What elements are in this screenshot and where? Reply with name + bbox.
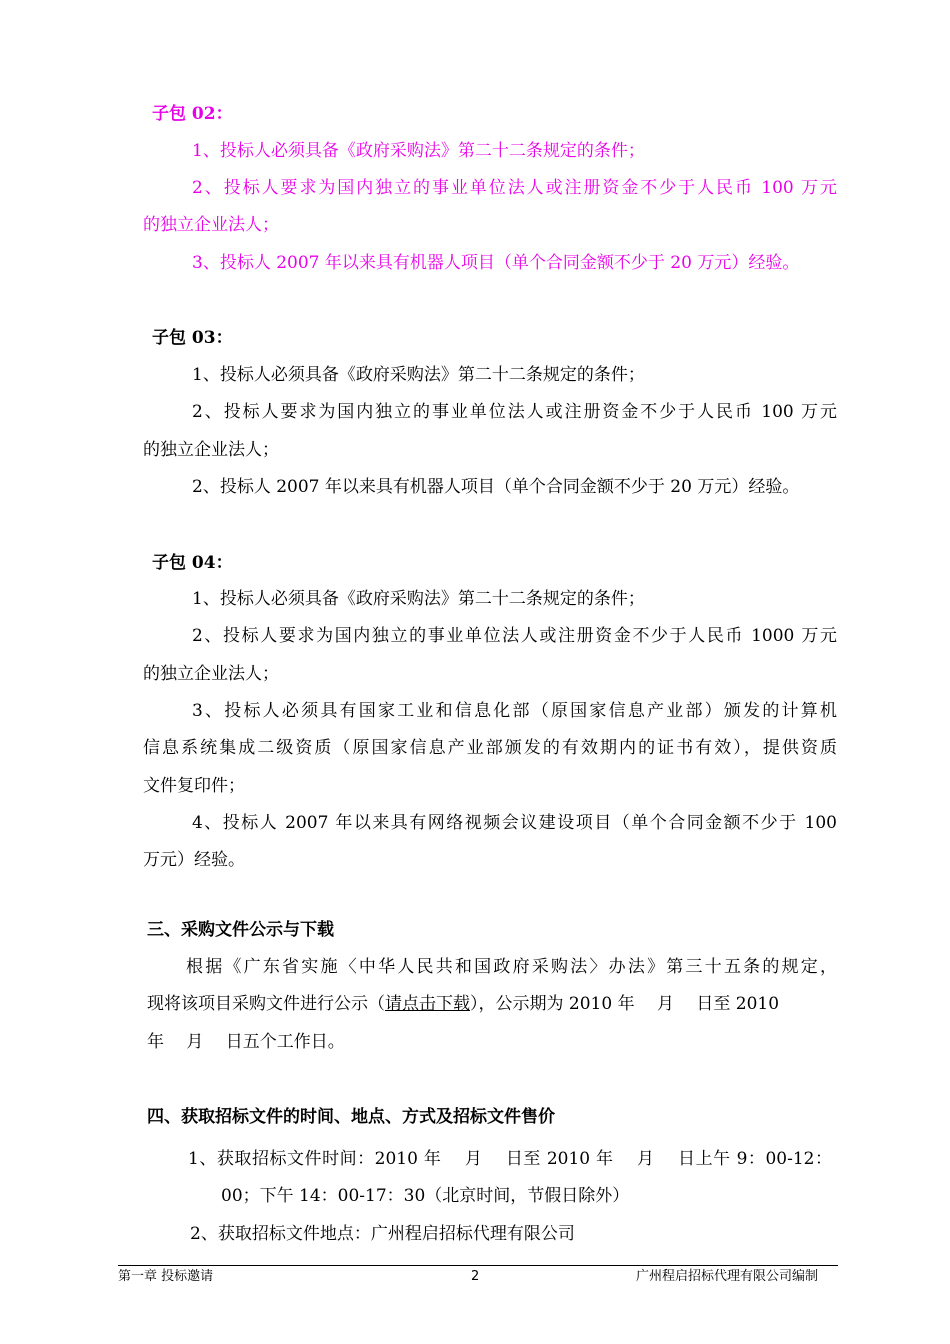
- sub02-item2-line1: 2、投标人要求为国内独立的事业单位法人或注册资金不少于人民币 100 万元: [192, 178, 837, 198]
- section4-item1-line2: 00；下午 14：00-17：30（北京时间，节假日除外）: [221, 1186, 630, 1206]
- sub04-item2-line2: 的独立企业法人；: [143, 664, 279, 684]
- sub04-item1: 1、投标人必须具备《政府采购法》第二十二条规定的条件；: [192, 589, 645, 609]
- section3-para-line1: 根据《广东省实施〈中华人民共和国政府采购法〉办法》第三十五条的规定，: [186, 957, 837, 977]
- sub03-item2-line2: 的独立企业法人；: [143, 440, 279, 460]
- sub04-item3-line2: 信息系统集成二级资质（原国家信息产业部颁发的有效期内的证书有效），提供资质: [143, 738, 837, 758]
- sub04-item4-line2: 万元）经验。: [143, 850, 245, 870]
- footer-chapter: 第一章 投标邀请: [118, 1269, 214, 1284]
- section3-para-line3: 年 月 日五个工作日。: [147, 1032, 345, 1052]
- sub04-item3-line1: 3、投标人必须具有国家工业和信息化部（原国家信息产业部）颁发的计算机: [192, 701, 837, 721]
- download-link[interactable]: 请点击下载: [385, 994, 470, 1014]
- sub04-title: 子包 04：: [152, 553, 233, 573]
- section4-item1-line1: 1、获取招标文件时间：2010 年 月 日至 2010 年 月 日上午 9：00-12：: [188, 1149, 832, 1169]
- sub03-item2-line1: 2、投标人要求为国内独立的事业单位法人或注册资金不少于人民币 100 万元: [192, 402, 837, 422]
- sub04-item4-line1: 4、投标人 2007 年以来具有网络视频会议建设项目（单个合同金额不少于 100: [192, 813, 837, 833]
- footer-company: 广州程启招标代理有限公司编制: [636, 1269, 819, 1284]
- sub02-item1: 1、投标人必须具备《政府采购法》第二十二条规定的条件；: [192, 141, 645, 161]
- section3-para-line2: [147, 993, 837, 1015]
- sub02-title: 子包 02：: [152, 104, 233, 124]
- sub04-item3-line3: 文件复印件；: [143, 776, 245, 796]
- section4-item2: 2、获取招标文件地点：广州程启招标代理有限公司: [190, 1224, 575, 1244]
- sub02-item2-line2: 的独立企业法人；: [143, 215, 279, 235]
- sub03-item1: 1、投标人必须具备《政府采购法》第二十二条规定的条件；: [192, 365, 645, 385]
- footer-divider: [118, 1265, 838, 1266]
- section4-heading: 四、获取招标文件的时间、地点、方式及招标文件售价: [147, 1107, 555, 1127]
- sub04-item2-line1: 2、投标人要求为国内独立的事业单位法人或注册资金不少于人民币 1000 万元: [192, 626, 837, 646]
- section3-heading: 三、采购文件公示与下载: [147, 920, 334, 940]
- section3-para-after: ），公示期为 2010 年 月 日至 2010: [470, 994, 780, 1014]
- sub03-title: 子包 03：: [152, 328, 233, 348]
- sub02-item3: 3、投标人 2007 年以来具有机器人项目（单个合同金额不少于 20 万元）经验。: [192, 253, 800, 273]
- section3-para-before: 现将该项目采购文件进行公示（: [147, 994, 385, 1014]
- sub03-item3: 2、投标人 2007 年以来具有机器人项目（单个合同金额不少于 20 万元）经验。: [192, 477, 800, 497]
- footer-page-number: 2: [471, 1269, 480, 1284]
